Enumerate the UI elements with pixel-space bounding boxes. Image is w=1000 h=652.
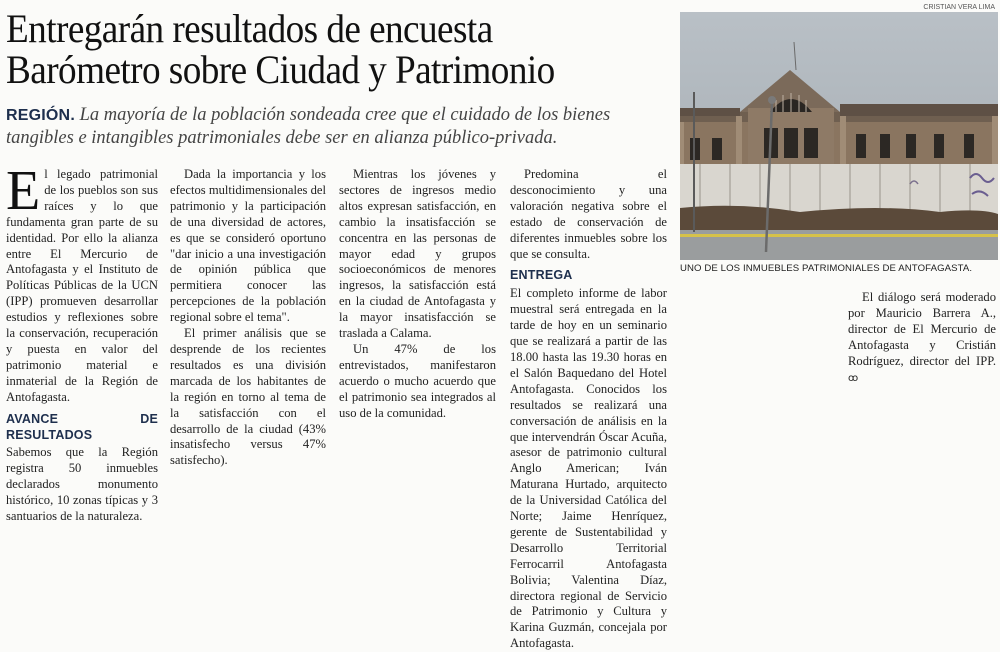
end-mark-icon: ꝏ (848, 372, 859, 384)
lead-region-tag: REGIÓN. (6, 107, 75, 124)
article-column-3 (339, 167, 496, 422)
article-paragraph (848, 290, 996, 386)
headline-line-2: Barómetro sobre Ciudad y Patrimonio (6, 47, 555, 92)
paragraph-text: El diálogo será moderado por Mauricio Barrera A., director de El Mercurio de Antofagasta y Cristián Rodríguez, director del IPP. (848, 290, 996, 368)
lead-paragraph (6, 104, 671, 149)
headline (6, 8, 620, 90)
article-paragraph: El completo informe de labor muestral será entregada en la tarde de hoy en un seminario que se realizará a partir de las 18.00 hasta las 19.30 horas en el Salón Baquedano del Hotel Antofagasta. Conocidos los resultados se realizará una conversación de análisis en la que intervendrán Óscar Acuña, asesor de patrimonio cultural Anglo American; Iván Maturana Hurtado, arquitecto de la Universidad Católica del Norte; Jaime Henríquez, gerente de Sustentabilidad y Desarrollo Territorial Ferrocarril Antofagasta Bolivia; Valentina Díaz, directora regional de Servicio de Patrimonio y Cultura y Karina Guzmán, concejala por Antofagasta. (510, 286, 667, 651)
article-paragraph: Dada la importancia y los efectos multidimensionales del patrimonio y la participación de una diversidad de actores, es que se consideró oportuno "dar inicio a una investigación de opinión pública que permitiera conocer las percepciones de la población regional sobre el tema". (170, 167, 326, 325)
article-column-4 (510, 167, 667, 652)
article-column-2 (170, 167, 326, 469)
subhead-entrega: ENTREGA (510, 268, 573, 283)
article-paragraph (6, 445, 158, 525)
article-paragraph: Mientras los jóvenes y sectores de ingresos medio altos expresan satisfacción, en cambio la insatisfacción se concentra en las personas de mayor edad y grupos socioeconómicos de menores ingresos, la satisfacción está en la ciudad de Antofagasta y la mayor insatisfacción se traslada a Calama. (339, 167, 496, 341)
paragraph-text: Sabemos que la Región registra 50 inmuebles declarados monumento histórico, 10 zonas típicas y 3 santuarios de la naturaleza. (6, 445, 158, 524)
article-column-1 (6, 160, 158, 525)
drop-cap: E (6, 160, 41, 222)
photo-caption: UNO DE LOS INMUEBLES PATRIMONIALES DE ANTOFAGASTA. (680, 263, 973, 274)
article-paragraph: El primer análisis que se desprende de los recientes resultados es una división marcada de los habitantes de la región en torno al tema de la satisfacción con el desarrollo de la ciudad (43% insatisfecho versus 47% satisfecho). (170, 326, 326, 468)
article-paragraph: Un 47% de los entrevistados, manifestaron acuerdo o mucho acuerdo que el patrimonio sea integrados al uso de la comunidad. (339, 341, 496, 420)
paragraph-text: l legado patrimonial de los pueblos son sus raíces y lo que fundamenta gran parte de su identidad. Por ello la alianza entre El Mercurio de Antofagasta y el Instituto de Políticas Públicas de la UCN (IPP) promueven desarrollar estudios y reflexiones sobre la conservación, recuperación y puesta en valor del patrimonio material e inmaterial de la Región de Antofagasta. (6, 167, 158, 404)
lead-text: La mayoría de la población sondeada cree que el cuidado de los bienes tangibles e intangibles patrimoniales debe ser en alianza público-privada. (6, 105, 611, 148)
headline-line-1: Entregarán resultados de encuesta (6, 6, 493, 51)
article-paragraph: Predomina el desconocimiento y una valoración negativa sobre el estado de conservación de diferentes inmuebles sobre los que se consulta. (510, 167, 667, 261)
article-photo (680, 12, 998, 260)
article-paragraph (6, 160, 158, 406)
photo-credit: CRISTIAN VERA LIMA (923, 4, 995, 11)
article-column-6 (848, 290, 996, 386)
heritage-building-image (680, 12, 998, 260)
subhead-avance: AVANCE DE RESULTADOS (6, 411, 158, 442)
